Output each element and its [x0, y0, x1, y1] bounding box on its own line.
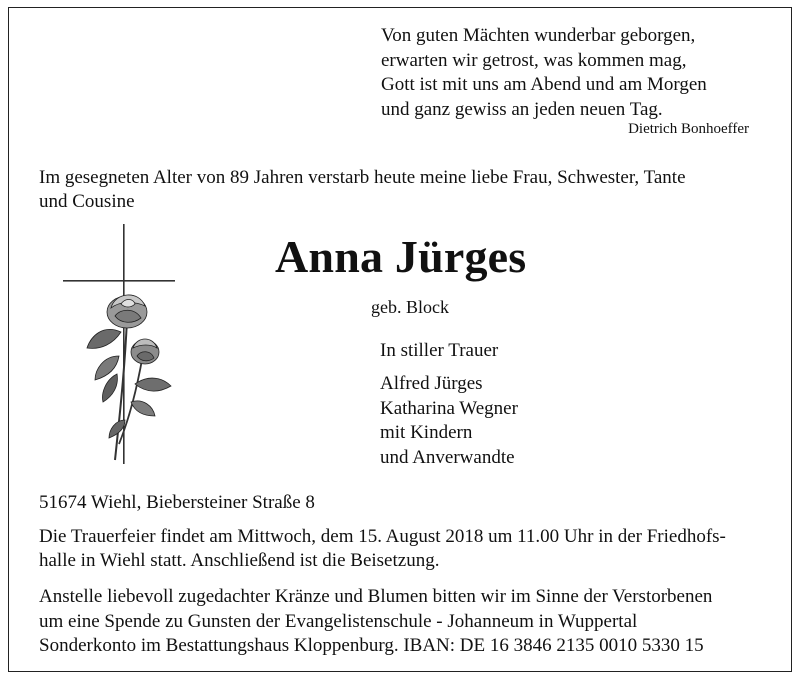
mourner-name: Katharina Wegner — [380, 397, 518, 419]
address: 51674 Wiehl, Biebersteiner Straße 8 — [39, 492, 315, 513]
cross-rose-icon — [55, 224, 185, 469]
deceased-name: Anna Jürges — [275, 231, 527, 282]
poem-author: Dietrich Bonhoeffer — [628, 121, 749, 137]
obituary-notice — [8, 7, 792, 672]
intro-text — [39, 166, 759, 214]
funeral-line: Die Trauerfeier findet am Mittwoch, dem 15. August 2018 um 11.00 Uhr in der Friedhofs- — [39, 526, 726, 547]
donation-line: Sonderkonto im Bestattungshaus Kloppenburg. IBAN: DE 16 3846 2135 0010 5330 15 — [39, 635, 704, 656]
intro-line: Im gesegneten Alter von 89 Jahren verstarb heute meine liebe Frau, Schwester, Tante — [39, 167, 686, 188]
mourner-name: und Anverwandte — [380, 446, 515, 468]
rose-icon — [87, 295, 171, 460]
donation-info — [39, 585, 779, 659]
poem-line: Von guten Mächten wunderbar geborgen, — [381, 25, 696, 46]
poem-line: Gott ist mit uns am Abend und am Morgen — [381, 74, 707, 95]
mourners-list — [380, 372, 518, 470]
donation-line: um eine Spende zu Gunsten der Evangelistenschule - Johanneum in Wuppertal — [39, 610, 638, 632]
funeral-info — [39, 525, 779, 573]
funeral-line: halle in Wiehl statt. Anschließend ist die Beisetzung. — [39, 550, 440, 571]
mourning-label: In stiller Trauer — [380, 340, 499, 361]
poem — [381, 24, 707, 122]
mourner-name: Alfred Jürges — [380, 373, 483, 394]
donation-line: Anstelle liebevoll zugedachter Kränze und Blumen bitten wir im Sinne der Verstorbenen — [39, 586, 713, 607]
maiden-name: geb. Block — [371, 297, 449, 317]
mourner-name: mit Kindern — [380, 422, 473, 443]
intro-line: und Cousine — [39, 191, 135, 212]
poem-line: und ganz gewiss an jeden neuen Tag. — [381, 98, 663, 120]
poem-line: erwarten wir getrost, was kommen mag, — [381, 49, 687, 71]
